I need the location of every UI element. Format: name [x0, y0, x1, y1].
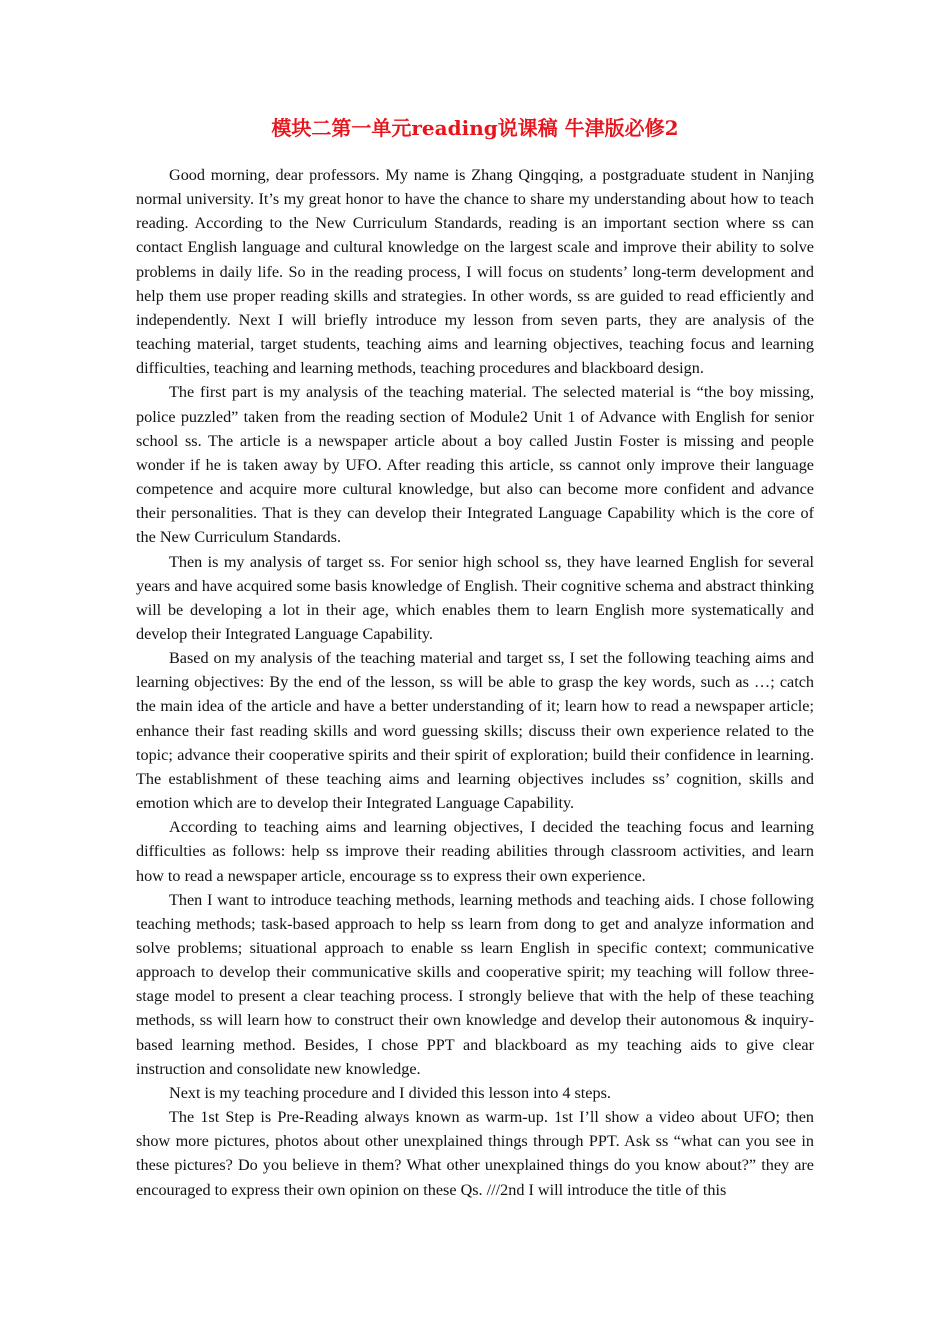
paragraph-target-students: Then is my analysis of target ss. For senior high school ss, they have learned English for several years and have acquired some basis knowledge of English. Their cognitive schema and abstract thinking will be developing a lot in their age, which enables them to learn English more systematically and develop their Integrated Language Capability.	[136, 552, 814, 643]
paragraph-teaching-focus: According to teaching aims and learning objectives, I decided the teaching focus and learning difficulties as follows: help ss improve their reading abilities through classroom activities, and learn how to read a newspaper article, encourage ss to express their own experience.	[136, 818, 814, 885]
paragraph-procedure-intro: Next is my teaching procedure and I divided this lesson into 4 steps.	[169, 1083, 611, 1102]
paragraph-teaching-methods: Then I want to introduce teaching methods, learning methods and teaching aids. I chose following teaching methods; task-based approach to help ss learn from dong to get and analyze information and solve problems; situational approach to enable ss learn English in specific context; communicative approach to develop their communicative skills and cooperative spirit; my teaching will follow three-stage model to present a clear teaching process. I strongly believe that with the help of these teaching methods, ss will learn how to construct their own knowledge and develop their autonomous & inquiry-based learning method. Besides, I chose PPT and blackboard as my teaching aids to give clear instruction and consolidate new knowledge.	[136, 890, 814, 1078]
paragraph-intro: Good morning, dear professors. My name is Zhang Qingqing, a postgraduate student in Nanjing normal university. It’s my great honor to have the chance to share my understanding about how to teach reading. According to the New Curriculum Standards, reading is an important section where ss can contact English language and cultural knowledge on the largest scale and improve their ability to solve problems in daily life. So in the reading process, I will focus on students’ long-term development and help them use proper reading skills and strategies. In other words, ss are guided to read efficiently and independently. Next I will briefly introduce my lesson from seven parts, they are analysis of the teaching material, target students, teaching aims and learning objectives, teaching focus and learning difficulties, teaching and learning methods, teaching procedures and blackboard design.	[136, 166, 814, 378]
paragraph-pre-reading: The 1st Step is Pre-Reading always known as warm-up. 1st I’ll show a video about UFO; then show more pictures, photos about other unexplained things through PPT. Ask ss “what can you see in these pictures? Do you believe in them? What other unexplained things do you know about?” they are encouraged to express their own opinion on these Qs. ///2nd I will introduce the title of this	[136, 1108, 814, 1199]
paragraph-teaching-aims: Based on my analysis of the teaching material and target ss, I set the following teaching aims and learning objectives: By the end of the lesson, ss will be able to grasp the key words, such as …; catch the main idea of the article and have a better understanding of it; learn how to read a newspaper article; enhance their fast reading skills and word guessing skills; discuss their own experience related to the topic; advance their cooperative spirits and their spirit of exploration; build their confidence in learning. The establishment of these teaching aims and learning objectives includes ss’ cognition, skills and emotion which are to develop their Integrated Language Capability.	[136, 649, 814, 813]
document-title: 模块二第一单元reading说课稿 牛津版必修2	[271, 116, 679, 140]
document-body	[136, 163, 814, 1202]
paragraph-teaching-material: The first part is my analysis of the teaching material. The selected material is “the boy missing, police puzzled” taken from the reading section of Module2 Unit 1 of Advance with English for senior school ss. The article is a newspaper article about a boy called Justin Foster is missing and people wonder if he is taken away by UFO. After reading this article, ss cannot only improve their language competence and acquire more cultural knowledge, but also can become more confident and advance their personalities. That is they can develop their Integrated Language Capability which is the core of the New Curriculum Standards.	[136, 383, 814, 547]
